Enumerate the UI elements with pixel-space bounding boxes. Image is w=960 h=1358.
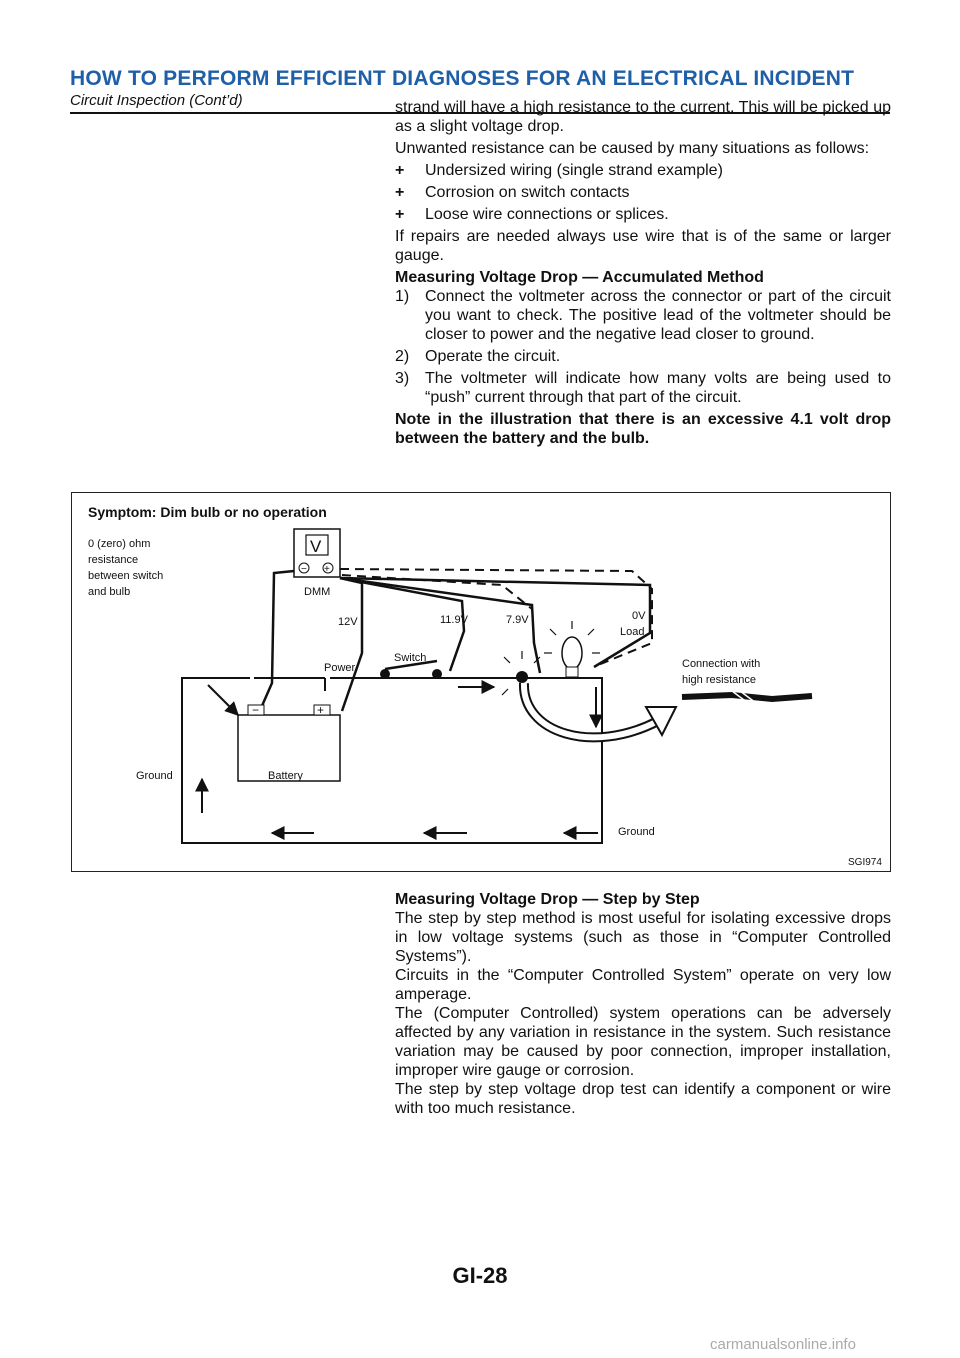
paragraph: Circuits in the “Computer Controlled System” operate on very low amperage. bbox=[395, 967, 891, 1003]
subheading: Measuring Voltage Drop — Accumulated Method bbox=[395, 269, 764, 286]
dmm-label: DMM bbox=[304, 586, 331, 598]
paragraph: If repairs are needed always use wire that is of the same or larger gauge. bbox=[395, 228, 891, 264]
battery-label: Battery bbox=[268, 770, 303, 782]
note-paragraph: Note in the illustration that there is an excessive 4.1 volt drop between the battery and the bulb. bbox=[395, 411, 891, 447]
connection-line: Connection with bbox=[682, 658, 761, 670]
voltage-12v: 12V bbox=[338, 616, 358, 628]
battery-minus: − bbox=[252, 703, 260, 717]
bullet-text: Loose wire connections or splices. bbox=[425, 206, 669, 223]
list-item bbox=[395, 183, 891, 202]
ground-label-bottom: Ground bbox=[618, 826, 655, 838]
zero-ohm-line: and bulb bbox=[88, 586, 131, 598]
paragraph: strand will have a high resistance to the current. This will be picked up as a slight voltage drop. bbox=[395, 99, 891, 135]
step-number: 2) bbox=[395, 348, 410, 365]
paragraph: The step by step voltage drop test can identify a component or wire with too much resistance. bbox=[395, 1081, 891, 1117]
paragraph: The step by step method is most useful for isolating excessive drops in low voltage systems (such as those in “Computer Controlled Systems”). bbox=[395, 910, 891, 965]
bullet-mark: + bbox=[395, 162, 405, 179]
frayed-wire-icon bbox=[682, 691, 812, 703]
step-text: Operate the circuit. bbox=[425, 348, 561, 365]
list-item bbox=[395, 205, 891, 224]
battery-plus: + bbox=[317, 703, 325, 717]
voltage-drop-illustration bbox=[71, 492, 891, 872]
figure-title: Symptom: Dim bulb or no operation bbox=[88, 504, 327, 520]
connection-line: high resistance bbox=[682, 674, 756, 686]
zero-ohm-line: 0 (zero) ohm bbox=[88, 538, 151, 550]
ground-label-left: Ground bbox=[136, 770, 173, 782]
voltage-labels bbox=[338, 610, 646, 638]
meter-v-label: V bbox=[310, 537, 322, 556]
page-number: GI-28 bbox=[452, 1263, 508, 1288]
bulb-icon bbox=[544, 621, 600, 677]
step-item bbox=[395, 347, 891, 366]
step-number: 3) bbox=[395, 370, 410, 387]
voltage-0v: 0V bbox=[632, 610, 646, 622]
paragraph: Unwanted resistance can be caused by many situations as follows: bbox=[395, 140, 870, 157]
watermark: carmanualsonline.info bbox=[710, 1336, 856, 1353]
step-item bbox=[395, 369, 891, 407]
top-text-column bbox=[395, 98, 891, 451]
circuit-diagram bbox=[72, 493, 890, 871]
voltage-7-9v: 7.9V bbox=[506, 614, 529, 626]
paragraph: The (Computer Controlled) system operations can be adversely affected by any variation in resistance in the system. Such resistance variation may be caused by poor connection, improper installation, improper wire gauge or corrosion. bbox=[395, 1005, 891, 1079]
section-title: HOW TO PERFORM EFFICIENT DIAGNOSES FOR AN ELECTRICAL INCIDENT bbox=[70, 67, 855, 90]
step-text: The voltmeter will indicate how many volts are being used to “push” current through that part of the circuit. bbox=[425, 370, 891, 406]
zero-ohm-label bbox=[88, 538, 163, 598]
bullet-mark: + bbox=[395, 206, 405, 223]
dmm-meter bbox=[294, 529, 340, 577]
bottom-text-column bbox=[395, 890, 891, 1118]
switch-label: Switch bbox=[394, 652, 427, 664]
step-number: 1) bbox=[395, 288, 410, 305]
figure-code: SGI974 bbox=[848, 857, 882, 868]
meter-plus: + bbox=[324, 564, 330, 575]
battery-icon bbox=[238, 703, 340, 782]
step-item bbox=[395, 287, 891, 344]
subheading: Measuring Voltage Drop — Step by Step bbox=[395, 891, 700, 908]
step-text: Connect the voltmeter across the connector or part of the circuit you want to check. The positive lead of the voltmeter should be closer to power and the negative lead closer to ground. bbox=[425, 288, 891, 343]
section-subtitle: Circuit Inspection (Cont’d) bbox=[70, 92, 243, 109]
list-item bbox=[395, 161, 891, 180]
meter-minus: − bbox=[301, 564, 307, 575]
load-label: Load bbox=[620, 626, 645, 638]
power-label: Power bbox=[324, 662, 356, 674]
bullet-text: Undersized wiring (single strand example) bbox=[425, 162, 723, 179]
bullet-mark: + bbox=[395, 184, 405, 201]
voltage-11-9v: 11.9V bbox=[440, 614, 468, 626]
connection-label bbox=[682, 658, 760, 686]
bullet-text: Corrosion on switch contacts bbox=[425, 184, 630, 201]
zero-ohm-line: between switch bbox=[88, 570, 164, 582]
zero-ohm-line: resistance bbox=[88, 554, 139, 566]
